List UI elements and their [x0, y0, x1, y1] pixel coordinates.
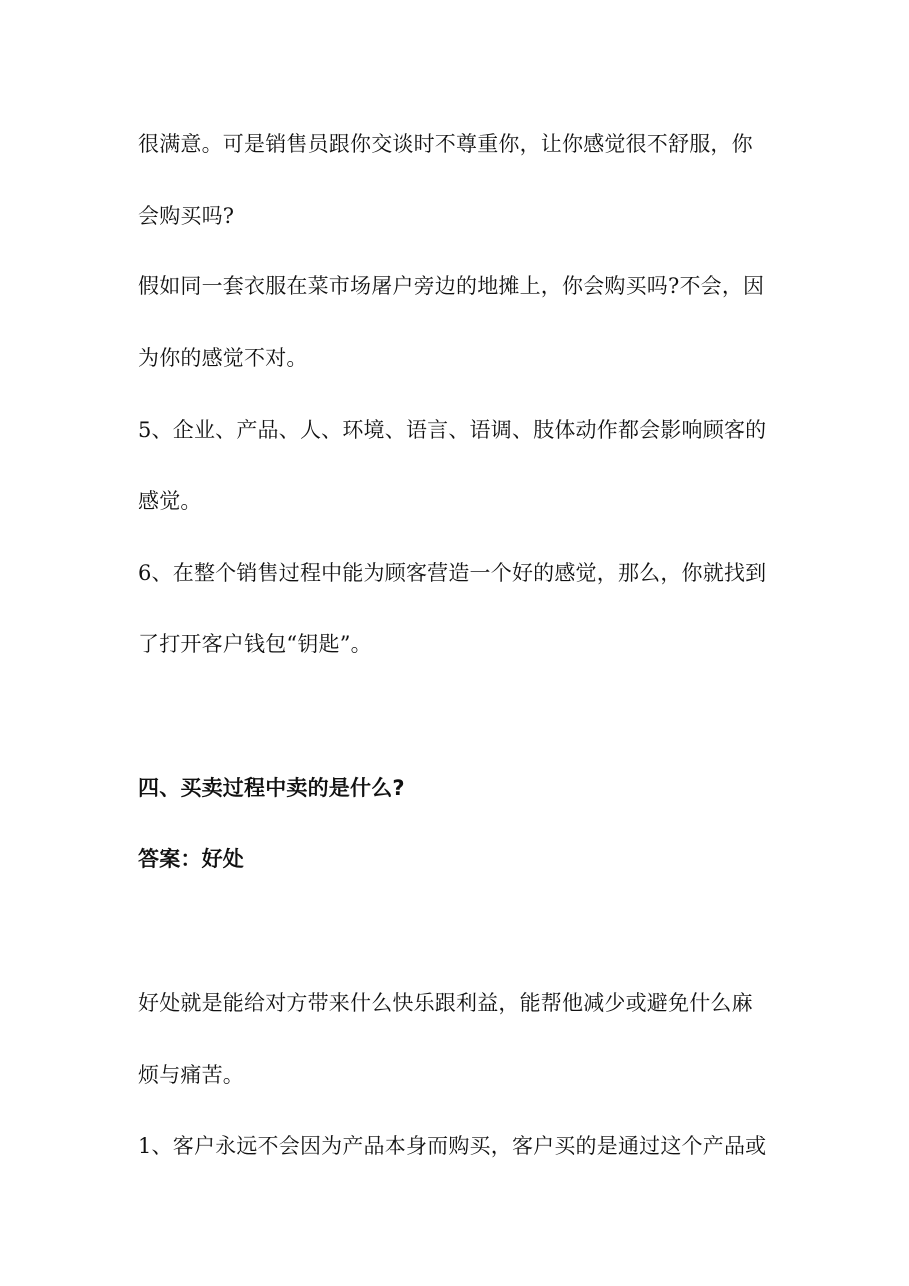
paragraph-line: 了打开客户钱包“钥匙”。: [138, 632, 372, 656]
list-item-1: 1、客户永远不会因为产品本身而购买，客户买的是通过这个产品或: [138, 1134, 767, 1158]
answer-heading: 答案：好处: [138, 847, 244, 871]
list-item-6: 6、在整个销售过程中能为顾客营造一个好的感觉，那么，你就找到: [138, 561, 767, 585]
paragraph-line: 会购买吗?: [138, 204, 235, 228]
paragraph-line: 假如同一套衣服在菜市场屠户旁边的地摊上，你会购买吗?不会，因: [138, 274, 765, 298]
paragraph-line: 为你的感觉不对。: [138, 346, 308, 370]
paragraph-line: 烦与痛苦。: [138, 1063, 244, 1087]
list-item-5: 5、企业、产品、人、环境、语言、语调、肢体动作都会影响顾客的: [138, 418, 767, 442]
section-heading: 四、买卖过程中卖的是什么?: [138, 776, 405, 800]
paragraph-line: 好处就是能给对方带来什么快乐跟利益，能帮他减少或避免什么麻: [138, 991, 753, 1015]
paragraph-line: 很满意。可是销售员跟你交谈时不尊重你，让你感觉很不舒服，你: [138, 132, 753, 156]
paragraph-line: 感觉。: [138, 489, 202, 513]
